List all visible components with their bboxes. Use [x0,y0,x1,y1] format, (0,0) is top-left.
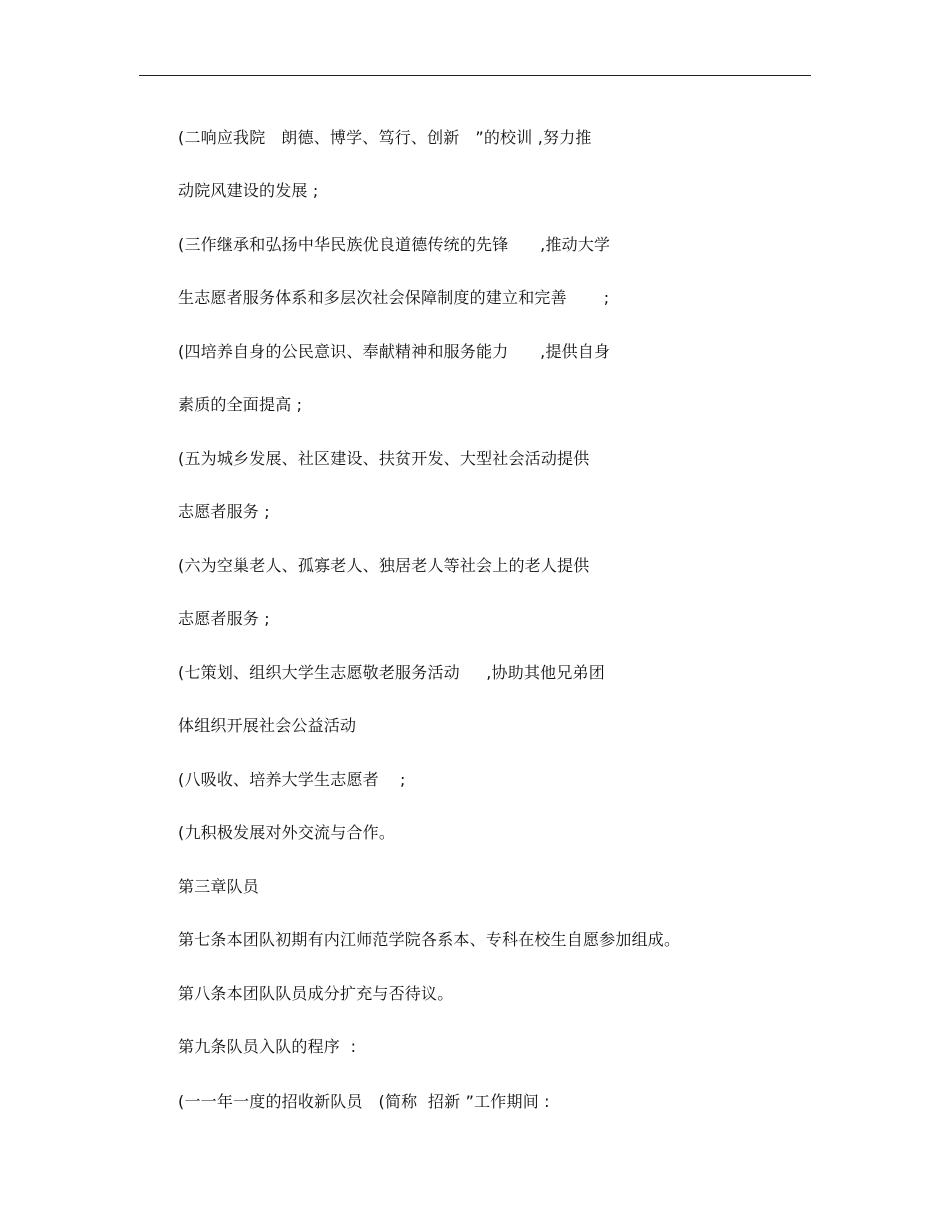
text-line: (六为空巢老人、孤寡老人、独居老人等社会上的老人提供 [178,556,590,575]
text-line: (五为城乡发展、社区建设、扶贫开发、大型社会活动提供 [178,449,590,468]
text-line: 第九条队员入队的程序 : [178,1037,357,1056]
text-line: (九积极发展对外交流与合作。 [178,823,396,842]
text-line: (三作继承和弘扬中华民族优良道德传统的先锋 ,推动大学 [178,235,611,254]
text-line: (四培养自身的公民意识、奉献精神和服务能力 ,提供自身 [178,342,611,361]
text-line: 体组织开展社会公益活动 [178,716,357,735]
text-line: 素质的全面提高 ; [178,395,303,414]
text-line: (八吸收、培养大学生志愿者 ; [178,770,406,789]
text-line: (二响应我院 朗德、博学、笃行、创新 ”的校训 ,努力推 [178,128,592,147]
text-line: (一一年一度的招收新队员 (简称 招新 ”工作期间 : [178,1092,550,1111]
text-line: 第八条本团队队员成分扩充与否待议。 [178,984,454,1003]
text-line: 志愿者服务 ; [178,502,270,521]
header-rule [139,75,811,76]
text-line: 志愿者服务 ; [178,609,270,628]
text-line: (七策划、组织大学生志愿敬老服务活动 ,协助其他兄弟团 [178,663,605,682]
text-line: 生志愿者服务体系和多层次社会保障制度的建立和完善 ; [178,288,610,307]
text-line: 第七条本团队初期有内江师范学院各系本、专科在校生自愿参加组成。 [178,930,681,949]
section-heading: 第三章队员 [178,877,260,896]
text-line: 动院风建设的发展 ; [178,181,319,200]
